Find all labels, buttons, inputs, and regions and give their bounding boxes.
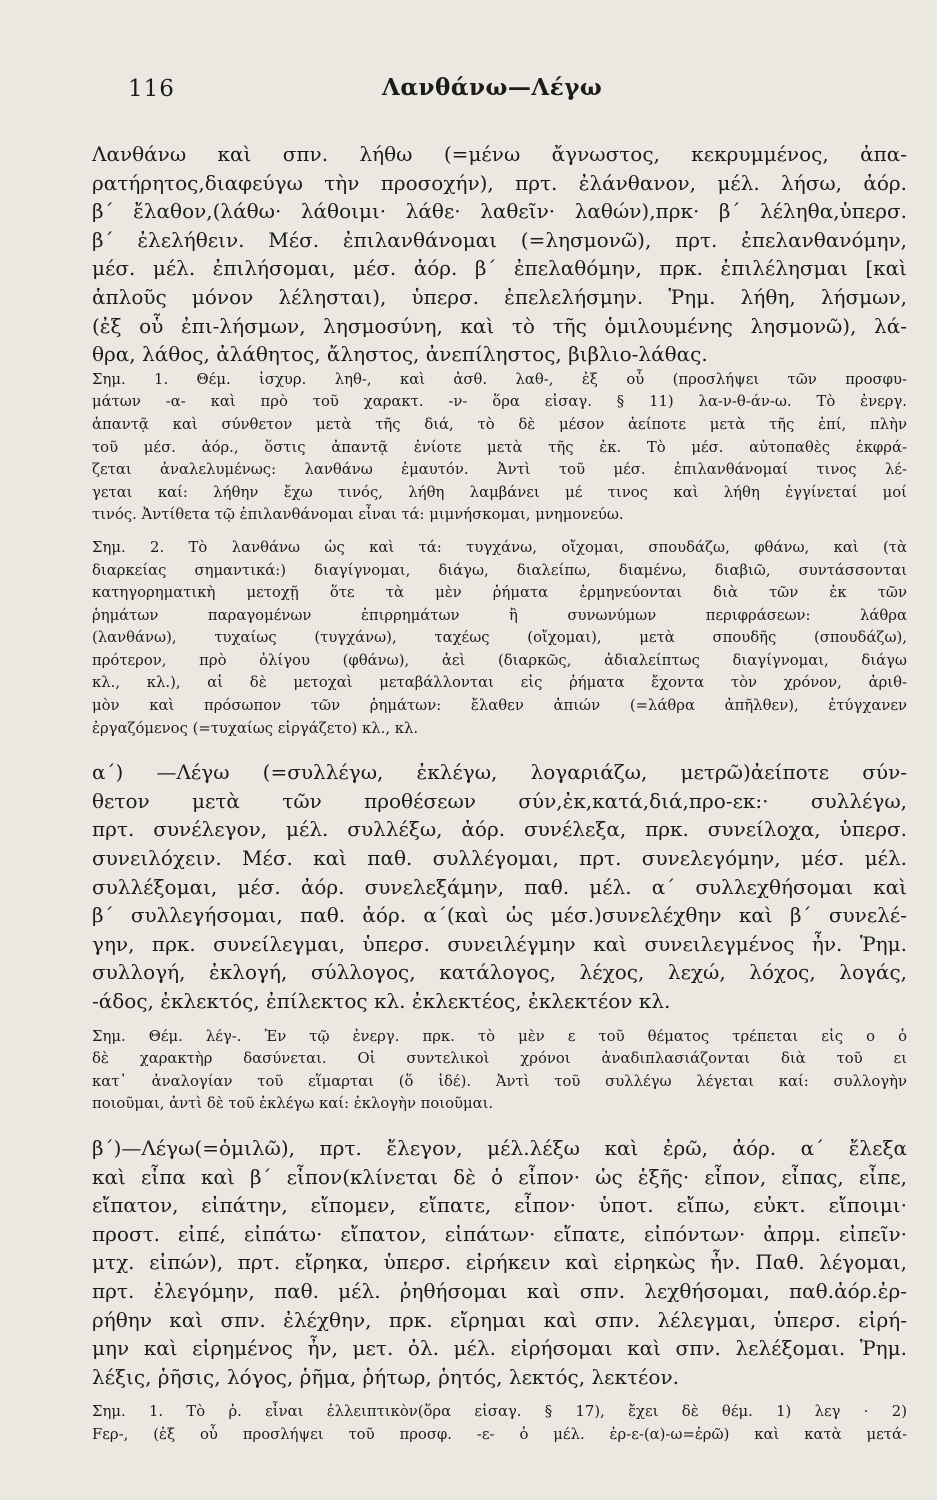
text-line: ρατήρητος,διαφεύγω τὴν προσοχήν), πρτ. ἐλάνθανον, μέλ. λήσω, ἀόρ.: [92, 170, 907, 195]
note-line: δὲ χαρακτὴρ δασύνεται. Οἱ συντελικοὶ χρόνοι ἀναδιπλασιάζονται διὰ τοῦ ει: [92, 1050, 907, 1068]
entry-lego-a: [92, 758, 907, 1015]
text-line: λέξις, ῥῆσις, λόγος, ῥῆμα, ῥήτωρ, ῥητός, λεκτός, λεκτέον.: [92, 1364, 679, 1389]
entry-lanthano: [92, 140, 907, 369]
note-line: πρότερον, πρὸ ὀλίγου (φθάνω), ἀεὶ (διαρκῶς, ἀδιαλείπτως διαγίγνομαι, διάγω: [92, 651, 907, 669]
text-line: πρτ. συνέλεγον, μέλ. συλλέξω, ἀόρ. συνέλεξα, πρκ. συνείλοχα, ὑπερσ.: [92, 817, 907, 842]
note-lego-a: [92, 1026, 907, 1116]
note-line: γεται καί: λήθην ἔχω τινός, λήθη λαμβάνει μέ τινος καὶ λήθη ἐγγίνεταί μοί: [92, 483, 907, 501]
text-line: θετον μετὰ τῶν προθέσεων σύν,ἐκ,κατά,διά,προ-εκ:· συλλέγω,: [92, 788, 907, 813]
text-line: ἁπλοῦς μόνον λέλησται), ὑπερσ. ἐπελελήσμην. Ῥημ. λήθη, λήσμων,: [92, 284, 907, 309]
text-line: μέσ. μέλ. ἐπιλήσομαι, μέσ. ἀόρ. β΄ ἐπελαθόμην, πρκ. ἐπιλέλησμαι [καὶ: [92, 256, 907, 281]
note-line: τοῦ μέσ. ἀόρ., ὅστις ἀπαντᾷ ἐνίοτε μετὰ τῆς ἐκ. Τὸ μέσ. αὐτοπαθὲς ἐκφρά-: [92, 438, 907, 456]
text-line: μην καὶ εἰρημένος ἦν, μετ. ὀλ. μέλ. εἰρήσομαι καὶ σπν. λελέξομαι. Ῥημ.: [92, 1336, 907, 1361]
text-line: συλλέξομαι, μέσ. ἀόρ. συνελεξάμην, παθ. μέλ. α΄ συλλεχθήσομαι καὶ: [92, 874, 907, 899]
text-line: (ἐξ οὗ ἐπι-λήσμων, λησμοσύνη, καὶ τὸ τῆς ὁμιλουμένης λησμονῶ), λά-: [92, 313, 907, 338]
text-line: β΄ συλλεγήσομαι, παθ. ἀόρ. α΄(καὶ ὡς μέσ.)συνελέχθην καὶ β΄ συνελέ-: [92, 903, 907, 928]
text-line: θρα, λάθος, ἀλάθητος, ἄληστος, ἀνεπίληστος, βιβλιο-λάθας.: [92, 342, 708, 367]
note-line: ζεται ἀναλελυμένως: λανθάνω ἐμαυτόν. Ἀντὶ τοῦ μέσ. ἐπιλανθάνομαί τινος λέ-: [92, 461, 907, 479]
note-line: ῥημάτων παραγομένων ἐπιρρημάτων ἢ συνωνύμων περιφράσεων: λάθρα: [92, 606, 907, 624]
text-line: β΄ ἐλελήθειν. Μέσ. ἐπιλανθάνομαι (=λησμονῶ), πρτ. ἐπελανθανόμην,: [92, 227, 907, 252]
text-line: καὶ εἶπα καὶ β΄ εἶπον(κλίνεται δὲ ὁ εἶπον· ὡς ἑξῆς· εἶπον, εἶπας, εἶπε,: [92, 1164, 907, 1189]
note-line: κατηγορηματικὴ μετοχῇ ὅτε τὰ μὲν ῥήματα ἑρμηνεύονται διὰ τῶν ἐκ τῶν: [92, 584, 907, 602]
text-line: β΄)—Λέγω(=ὁμιλῶ), πρτ. ἔλεγον, μέλ.λέξω καὶ ἐρῶ, ἀόρ. α΄ ἔλεξα: [92, 1135, 907, 1160]
note-line: ἐργαζόμενος (=τυχαίως εἰργάζετο) κλ., κλ.: [92, 719, 419, 737]
note-line: κλ., κλ.), αἱ δὲ μετοχαὶ μεταβάλλονται εἰς ῥήματα ἔχοντα τὸν χρόνον, ἀριθ-: [92, 674, 907, 692]
text-line: γην, πρκ. συνείλεγμαι, ὑπερσ. συνειλέγμην καὶ συνειλεγμένος ἦν. Ῥημ.: [92, 931, 907, 956]
note-line: ποιοῦμαι, ἀντὶ δὲ τοῦ ἐκλέγω καί: ἐκλογὴν ποιοῦμαι.: [92, 1095, 494, 1113]
text-line: εἴπατον, εἰπάτην, εἴπομεν, εἴπατε, εἶπον· ὑποτ. εἴπω, εὐκτ. εἴποιμι·: [92, 1193, 907, 1218]
note-lego-b: [92, 1401, 907, 1446]
note-line: μάτων -α- καὶ πρὸ τοῦ χαρακτ. -ν- ὅρα εἰσαγ. § 11) λα-ν-θ-άν-ω. Τὸ ἐνεργ.: [92, 393, 907, 411]
body-text: [92, 140, 907, 1447]
text-line: προστ. εἰπέ, εἰπάτω· εἴπατον, εἰπάτων· εἴπατε, εἰπόντων· ἀπρμ. εἰπεῖν·: [92, 1221, 907, 1246]
text-line: -άδος, ἐκλεκτός, ἐπίλεκτος κλ. ἐκλεκτέος, ἐκλεκτέον κλ.: [92, 989, 671, 1013]
text-line: β΄ ἔλαθον,(λάθω· λάθοιμι· λάθε· λαθεῖν· λαθών),πρκ· β΄ λέληθα,ὑπερσ.: [92, 199, 907, 224]
note-line: διαρκείας σημαντικά:) διαγίγνομαι, διάγω, διαλείπω, διαμένω, διαβιῶ, συντάσσονται: [92, 561, 907, 579]
note-line: Σημ. 1. Τὸ ῥ. εἶναι ἐλλειπτικὸν(ὅρα εἰσαγ. § 17), ἔχει δὲ θέμ. 1) λεγ · 2): [92, 1403, 907, 1421]
page-number: 116: [128, 76, 175, 102]
text-line: πρτ. ἐλεγόμην, παθ. μέλ. ῥηθήσομαι καὶ σπν. λεχθήσομαι, παθ.ἀόρ.ἐρ-: [92, 1278, 907, 1303]
note-line: κατ᾿ ἀναλογίαν τοῦ εἵμαρται (ὅ ἰδέ). Ἀντὶ τοῦ συλλέγω λέγεται καί: συλλογὴν: [92, 1072, 907, 1090]
note-line: ἁπαντᾷ καὶ σύνθετον μετὰ τῆς διά, τὸ δὲ μέσον ἀείποτε μετὰ τῆς ἐπί, πλὴν: [92, 415, 907, 433]
note-lanthano-2: [92, 537, 907, 740]
running-head: Λανθάνω—Λέγω: [382, 74, 603, 101]
text-line: ρήθην καὶ σπν. ἐλέχθην, πρκ. εἴρημαι καὶ σπν. λέλεγμαι, ὑπερσ. εἰρή-: [92, 1307, 907, 1332]
entry-lego-b: [92, 1134, 907, 1391]
note-line: τινός. Ἀντίθετα τῷ ἐπιλανθάνομαι εἶναι τά: μιμνήσκομαι, μνημονεύω.: [92, 506, 624, 524]
page-header: [0, 72, 937, 112]
note-line: Σημ. Θέμ. λέγ-. Ἐν τῷ ἐνεργ. πρκ. τὸ μὲν ε τοῦ θέματος τρέπεται εἰς ο ὁ: [92, 1027, 907, 1045]
text-line: α΄) —Λέγω (=συλλέγω, ἐκλέγω, λογαριάζω, μετρῶ)ἀείποτε σύν-: [92, 760, 907, 785]
text-line: συνειλόχειν. Μέσ. καὶ παθ. συλλέγομαι, πρτ. συνελεγόμην, μέσ. μέλ.: [92, 846, 907, 871]
note-line: μὸν καὶ πρόσωπον τῶν ῥημάτων: ἔλαθεν ἀπιών (=λάθρα ἀπῆλθεν), ἐτύγχανεν: [92, 697, 907, 715]
text-line: Λανθάνω καὶ σπν. λήθω (=μένω ἄγνωστος, κεκρυμμένος, ἀπα-: [92, 142, 907, 166]
note-line: Fερ-, (ἐξ οὗ προσλήψει τοῦ προσφ. -ε- ὁ μέλ. ἐρ-ε-(α)-ω=ἐρῶ) καὶ κατὰ μετά-: [92, 1425, 907, 1443]
note-line: Σημ. 2. Τὸ λανθάνω ὡς καὶ τά: τυγχάνω, οἴχομαι, σπουδάζω, φθάνω, καὶ (τὰ: [92, 538, 907, 556]
note-line: (λανθάνω), τυχαίως (τυγχάνω), ταχέως (οἴχομαι), μετὰ σπουδῆς (σπουδάζω),: [92, 629, 907, 647]
text-line: μτχ. εἰπών), πρτ. εἴρηκα, ὑπερσ. εἰρήκειν καὶ εἰρηκὼς ἦν. Παθ. λέγομαι,: [92, 1250, 907, 1275]
note-lanthano-1: [92, 369, 907, 527]
text-line: συλλογή, ἐκλογή, σύλλογος, κατάλογος, λέχος, λεχώ, λόχος, λογάς,: [92, 960, 907, 985]
note-line: Σημ. 1. Θέμ. ἰσχυρ. ληθ-, καὶ ἀσθ. λαθ-, ἐξ οὗ (προσλήψει τῶν προσφυ-: [92, 370, 907, 388]
